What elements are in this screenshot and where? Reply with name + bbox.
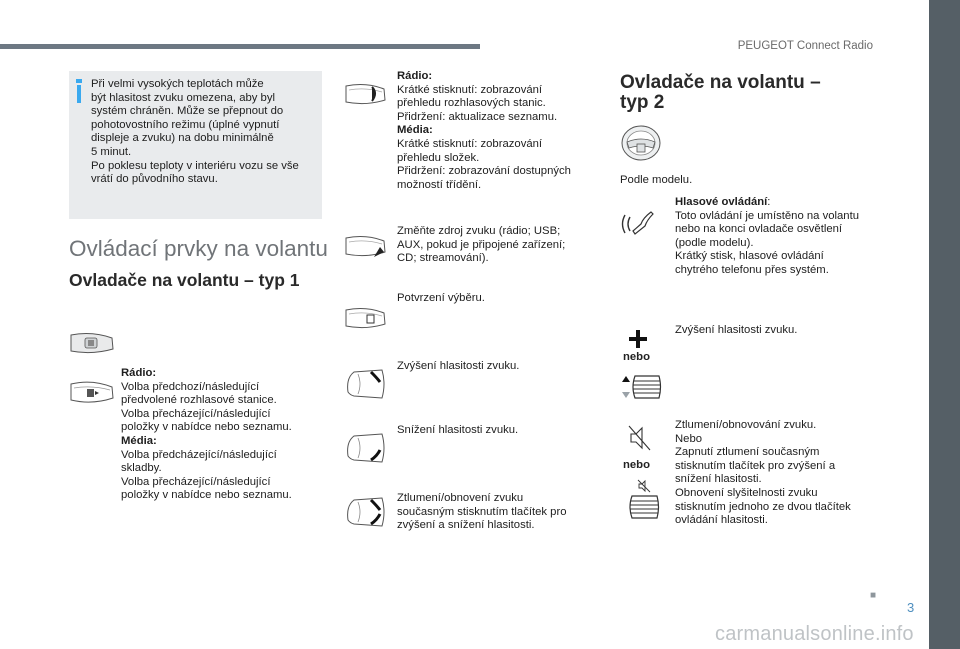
header-rule [0, 44, 480, 49]
footer-marker: ■ [870, 590, 877, 601]
type2-volup-text: Zvýšení hlasitosti zvuku. [675, 324, 798, 336]
page-number: 3 [907, 600, 915, 615]
stalk-wheel-icon [68, 378, 116, 406]
or-label: nebo [623, 351, 650, 363]
volume-down-icon [344, 432, 388, 464]
middle-source-text: Změňte zdroj zvuku (rádio; USB; AUX, pokud je připojené zařízení; CD; streamování). [397, 225, 566, 265]
or-label-2: nebo [623, 459, 650, 471]
model-note: Podle modelu. [620, 174, 693, 186]
middle-voldown-text: Snížení hlasitosti zvuku. [397, 424, 519, 436]
volume-mute-icon [344, 496, 388, 528]
volume-wheel-icon [621, 374, 663, 400]
stalk-confirm-icon [344, 305, 388, 331]
info-icon [76, 79, 82, 103]
type1-radio-text: Rádio: Volba předchozí/následující předvolené rozhlasové stanice. Volba přecházející/následující položky v nabídce nebo seznamu. Média: Volba předcházející/následující skladby. Volba přecházející/následující položky v nabídce nebo seznamu. [121, 367, 292, 502]
voice-command-icon [621, 204, 657, 236]
header-title: PEUGEOT Connect Radio [737, 40, 873, 52]
mute-wheel-icon [627, 494, 661, 520]
mute-small-icon [637, 479, 651, 493]
volume-up-icon [344, 368, 388, 400]
type2-mute-text: Ztlumení/obnovování zvuku. Nebo Zapnutí ztlumení současným stisknutím tlačítek pro zvýšení a snížení hlasitosti. Obnovení slyšitelnosti zvuku stisknutím jednoho ze dvou tlačítek ovládání hlasitosti. [675, 419, 851, 527]
mute-speaker-icon [628, 425, 652, 451]
middle-volup-text: Zvýšení hlasitosti zvuku. [397, 360, 520, 372]
middle-mute-text: Ztlumení/obnovení zvuku současným stisknutím tlačítek pro zvýšení a snížení hlasitosti. [397, 492, 567, 532]
steering-wheel-icon [620, 124, 662, 162]
stalk-source-icon [344, 233, 388, 259]
stalk-control-icon [68, 330, 116, 356]
section-title: Ovládací prvky na volantu [69, 236, 328, 261]
plus-icon [628, 329, 648, 349]
heading-type2: Ovladače na volantu – typ 2 [620, 72, 821, 113]
info-text: Při velmi vysokých teplotách může být hlasitost zvuku omezena, aby byl systém chráněn. Může se přepnout do pohotovostního režimu (úplné vypnutí displeje a zvuku) na dobu minimálně 5 minut. Po poklesu teploty v interiéru vozu se vše vrátí do původního stavu. [91, 78, 299, 186]
side-bar [929, 0, 960, 649]
watermark: carmanualsonline.info [715, 623, 914, 645]
middle-radio-text: Rádio: Krátké stisknutí: zobrazování přehledu rozhlasových stanic. Přidržení: aktualizace seznamu. Média: Krátké stisknutí: zobrazování přehledu složek. Přidržení: zobrazování dostupných možností třídění. [397, 70, 571, 191]
voice-command-text: Hlasové ovládání: Toto ovládání je umístěno na volantu nebo na konci ovladače osvětlení (podle modelu). Krátký stisk, hlasové ovládání chytrého telefonu přes systém. [675, 196, 860, 276]
heading-type1: Ovladače na volantu – typ 1 [69, 270, 300, 290]
stalk-list-icon [344, 81, 388, 107]
middle-confirm-text: Potvrzení výběru. [397, 292, 485, 304]
